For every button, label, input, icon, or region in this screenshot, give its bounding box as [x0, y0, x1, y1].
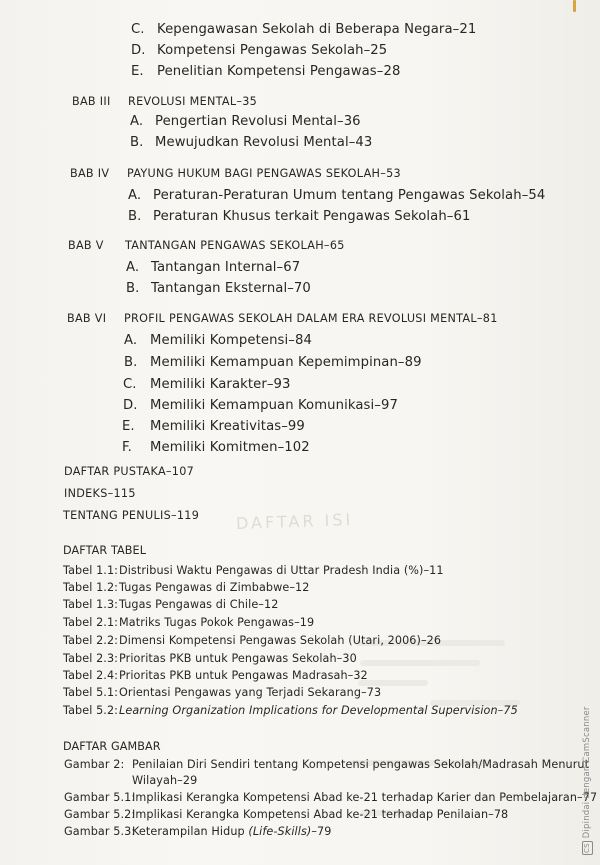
table-entry-text: Distribusi Waktu Pengawas di Uttar Pradesh India (%)–11: [119, 564, 444, 577]
figure-entry-label: Gambar 5.3:: [64, 825, 136, 838]
table-entry: [63, 652, 357, 666]
table-entry-label: Tabel 1.1:: [63, 564, 119, 577]
table-entry: [63, 686, 381, 700]
table-entry: [63, 634, 441, 648]
toc-entry-label: D.: [131, 43, 146, 58]
toc-entry-text: Memiliki Kemampuan Kepemimpinan–89: [150, 355, 422, 370]
toc-entry-text: Memiliki Kreativitas–99: [150, 419, 305, 434]
camscanner-logo-icon: CS: [583, 843, 591, 853]
table-entry: [63, 669, 368, 683]
toc-entry: [131, 43, 387, 59]
table-entry: [63, 704, 518, 718]
back-matter-title: INDEKS–115: [64, 487, 136, 500]
toc-entry-label: E.: [131, 64, 144, 79]
figure-entry-label: Gambar 5.2:: [64, 808, 136, 821]
table-entry-text: Prioritas PKB untuk Pengawas Sekolah–30: [119, 652, 357, 665]
page-edge-mark: [573, 0, 576, 12]
toc-entry-text: Peraturan-Peraturan Umum tentang Pengawas Sekolah–54: [153, 188, 546, 203]
toc-entry-label: A.: [126, 260, 140, 275]
show-through-line: [360, 660, 480, 666]
toc-entry-text: Kepengawasan Sekolah di Beberapa Negara–21: [157, 22, 477, 37]
toc-entry: [128, 209, 471, 225]
table-entry: [63, 616, 314, 630]
toc-entry-label: C.: [123, 377, 137, 392]
toc-entry-text: Tantangan Internal–67: [151, 260, 301, 275]
scanner-watermark-text: Dipindai dengan CamScanner: [582, 706, 592, 839]
table-entry: [63, 581, 310, 595]
toc-entry: [128, 188, 545, 204]
toc-entry-label: D.: [123, 398, 138, 413]
chapter-heading: [68, 238, 345, 254]
chapter-heading: [72, 94, 257, 110]
table-entry-text: Tugas Pengawas di Chile–12: [119, 598, 279, 611]
toc-entry: [131, 64, 400, 80]
table-entry-text: Matriks Tugas Pokok Pengawas–19: [119, 616, 315, 629]
table-entry: [63, 564, 444, 578]
toc-entry-label: B.: [130, 135, 144, 150]
table-entry-text: Tugas Pengawas di Zimbabwe–12: [119, 581, 310, 594]
figure-entry-continuation: Wilayah–29: [132, 774, 198, 787]
toc-entry-text: Memiliki Komitmen–102: [150, 440, 310, 455]
toc-entry: [123, 398, 398, 414]
back-matter-entry: [63, 508, 199, 524]
toc-entry-label: A.: [130, 114, 144, 129]
scanner-watermark: [582, 706, 593, 855]
chapter-label: BAB III: [72, 95, 111, 108]
chapter-title: REVOLUSI MENTAL–35: [128, 95, 258, 108]
table-entry-label: Tabel 5.1:: [63, 686, 119, 699]
table-entry-label: Tabel 5.2:: [63, 704, 119, 717]
table-entry-text: Dimensi Kompetensi Pengawas Sekolah (Utari, 2006)–26: [119, 634, 442, 647]
toc-entry-label: A.: [124, 333, 138, 348]
toc-entry-label: B.: [124, 355, 138, 370]
figure-entry-page: –79: [311, 825, 332, 838]
back-matter-title: TENTANG PENULIS–119: [63, 509, 200, 522]
show-through-title: DAFTAR ISI: [235, 509, 354, 534]
toc-entry: [126, 281, 311, 297]
chapter-label: BAB VI: [67, 312, 107, 325]
table-entry-label: Tabel 2.3:: [63, 652, 119, 665]
chapter-heading: [67, 311, 498, 327]
figure-entry: [64, 791, 597, 805]
figure-entry-label: Gambar 2:: [64, 758, 125, 771]
toc-entry-text: Mewujudkan Revolusi Mental–43: [155, 135, 373, 150]
figure-entry-text: Implikasi Kerangka Kompetensi Abad ke-21 terhadap Karier dan Pembelajaran–77: [132, 791, 598, 804]
chapter-heading: [70, 166, 401, 182]
toc-entry: [124, 333, 312, 349]
figure-entry-text-plain: Keterampilan Hidup: [132, 825, 249, 838]
figure-entry-text: Penilaian Diri Sendiri tentang Kompetensi pengawas Sekolah/Madrasah Menurut: [132, 758, 590, 771]
toc-entry: [130, 114, 361, 130]
toc-entry-text: Pengertian Revolusi Mental–36: [155, 114, 361, 129]
table-entry-label: Tabel 1.2:: [63, 581, 119, 594]
toc-entry-label: C.: [131, 22, 145, 37]
toc-entry-label: F.: [122, 440, 132, 455]
toc-entry-text: Peraturan Khusus terkait Pengawas Sekolah–61: [153, 209, 471, 224]
chapter-label: BAB IV: [70, 167, 110, 180]
table-entry: [63, 598, 278, 612]
toc-entry-text: Memiliki Kompetensi–84: [150, 333, 312, 348]
toc-entry-text: Tantangan Eksternal–70: [151, 281, 311, 296]
chapter-title: TANTANGAN PENGAWAS SEKOLAH–65: [125, 239, 345, 252]
toc-entry: [122, 419, 305, 435]
table-entry-label: Tabel 1.3:: [63, 598, 119, 611]
figure-entry: [64, 808, 508, 822]
toc-entry: [122, 440, 310, 456]
tables-heading: DAFTAR TABEL: [63, 544, 147, 557]
table-entry-label: Tabel 2.2:: [63, 634, 119, 647]
toc-entry-label: A.: [128, 188, 142, 203]
table-entry-label: Tabel 2.4:: [63, 669, 119, 682]
back-matter-entry: [64, 486, 136, 502]
figure-entry: [64, 758, 589, 772]
figure-entry-text: Implikasi Kerangka Kompetensi Abad ke-21 terhadap Penilaian–78: [132, 808, 509, 821]
figure-entry-label: Gambar 5.1:: [64, 791, 136, 804]
chapter-label: BAB V: [68, 239, 104, 252]
chapter-title: PAYUNG HUKUM BAGI PENGAWAS SEKOLAH–53: [127, 167, 401, 180]
toc-entry-text: Kompetensi Pengawas Sekolah–25: [157, 43, 388, 58]
toc-entry-label: E.: [122, 419, 135, 434]
toc-entry: [123, 377, 291, 393]
back-matter-title: DAFTAR PUSTAKA–107: [64, 465, 195, 478]
table-entry-text: Orientasi Pengawas yang Terjadi Sekarang–73: [119, 686, 382, 699]
toc-entry-text: Memiliki Kemampuan Komunikasi–97: [150, 398, 398, 413]
back-matter-entry: [64, 464, 194, 480]
table-entry-text: Prioritas PKB untuk Pengawas Madrasah–32: [119, 669, 368, 682]
table-entry-label: Tabel 2.1:: [63, 616, 119, 629]
toc-entry-label: B.: [126, 281, 140, 296]
figure-entry-text-italic: (Life-Skills): [248, 825, 312, 838]
toc-entry: [131, 22, 476, 38]
chapter-title: PROFIL PENGAWAS SEKOLAH DALAM ERA REVOLUSI MENTAL–81: [124, 312, 498, 325]
toc-entry-label: B.: [128, 209, 142, 224]
toc-entry-text: Penelitian Kompetensi Pengawas–28: [157, 64, 401, 79]
toc-entry: [126, 260, 300, 276]
figure-entry: [64, 825, 331, 839]
toc-entry: [124, 355, 422, 371]
figures-heading: DAFTAR GAMBAR: [63, 740, 161, 753]
toc-entry-text: Memiliki Karakter–93: [150, 377, 291, 392]
toc-entry: [130, 135, 372, 151]
table-entry-text: Learning Organization Implications for Developmental Supervision–75: [119, 704, 518, 717]
